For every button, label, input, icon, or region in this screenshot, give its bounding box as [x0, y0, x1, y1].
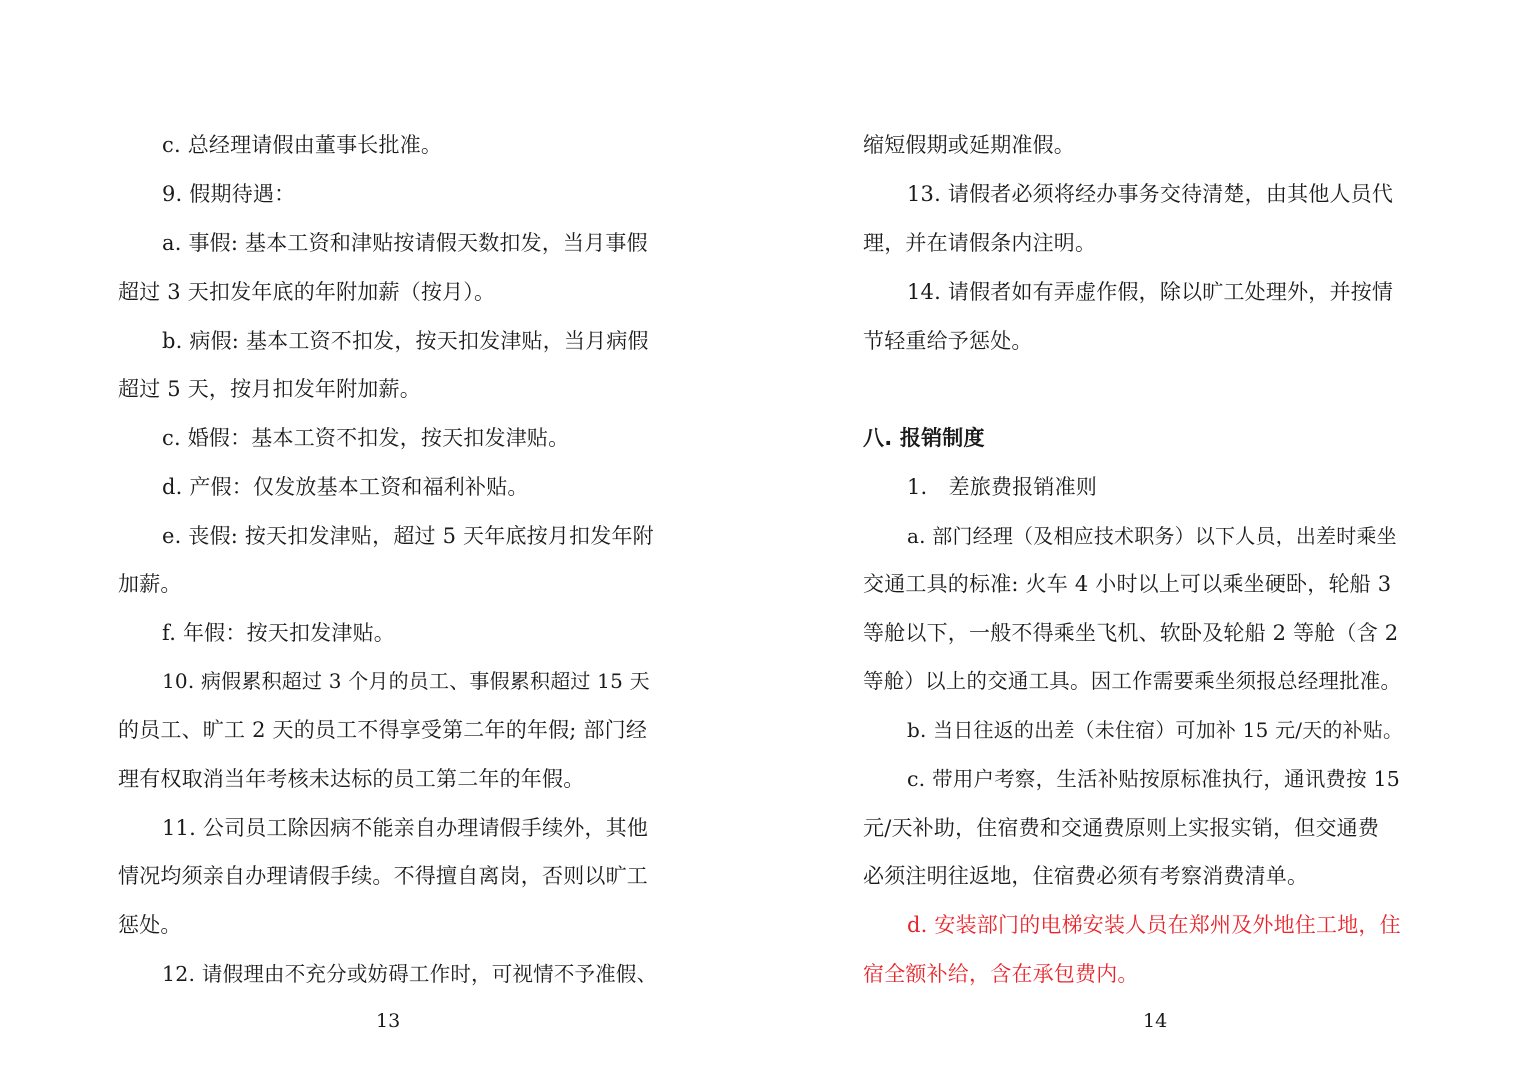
text-line: 元/天补助，住宿费和交通费原则上实报实销，但交通费 [863, 816, 1380, 840]
text-line: 14. 请假者如有弄虚作假，除以旷工处理外，并按情 [907, 280, 1394, 304]
text-line: f. 年假：按天扣发津贴。 [162, 621, 395, 645]
section-heading: 八. 报销制度 [863, 426, 985, 450]
text-line: 1. 差旅费报销准则 [907, 475, 1098, 499]
text-line: e. 丧假: 按天扣发津贴，超过 5 天年底按月扣发年附 [162, 524, 654, 548]
text-line: 节轻重给予惩处。 [863, 329, 1033, 353]
text-line: 12. 请假理由不充分或妨碍工作时，可视情不予准假、 [162, 962, 658, 986]
text-line: 9. 假期待遇： [162, 182, 296, 206]
text-line: 等舱以下，一般不得乘坐飞机、软卧及轮船 2 等舱（含 2 [863, 621, 1399, 645]
text-line: 13. 请假者必须将经办事务交待清楚，由其他人员代 [907, 182, 1394, 206]
text-line: b. 病假: 基本工资不扣发，按天扣发津贴，当月病假 [162, 329, 649, 353]
text-line: 必须注明往返地，住宿费必须有考察消费清单。 [863, 864, 1309, 888]
highlighted-text-line: d. 安装部门的电梯安装人员在郑州及外地住工地，住 [907, 913, 1401, 937]
text-line: 11. 公司员工除因病不能亲自办理请假手续外，其他 [162, 816, 649, 840]
text-line: 惩处。 [118, 913, 182, 937]
text-line: 交通工具的标准: 火车 4 小时以上可以乘坐硬卧，轮船 3 [863, 572, 1392, 596]
text-line: 超过 5 天，按月扣发年附加薪。 [118, 377, 421, 401]
text-line: 理有权取消当年考核未达标的员工第二年的年假。 [118, 767, 585, 791]
text-line: c. 总经理请假由董事长批准。 [162, 133, 443, 157]
text-line: c. 婚假：基本工资不扣发，按天扣发津贴。 [162, 426, 570, 450]
text-line: 超过 3 天扣发年底的年附加薪（按月）。 [118, 280, 496, 304]
text-line: 情况均须亲自办理请假手续。不得擅自离岗，否则以旷工 [118, 864, 648, 888]
page-number: 13 [376, 1010, 401, 1032]
text-line: c. 带用户考察，生活补贴按原标准执行，通讯费按 15 [907, 767, 1401, 791]
page-number: 14 [1143, 1010, 1168, 1032]
right-page [759, 0, 1518, 1075]
text-line: b. 当日往返的出差（未住宿）可加补 15 元/天的补贴。 [907, 718, 1404, 742]
text-line: 等舱）以上的交通工具。因工作需要乘坐须报总经理批准。 [863, 669, 1402, 693]
text-line: 缩短假期或延期准假。 [863, 133, 1075, 157]
text-line: 10. 病假累积超过 3 个月的员工、事假累积超过 15 天 [162, 669, 650, 693]
text-line: a. 部门经理（及相应技术职务）以下人员，出差时乘坐 [907, 524, 1397, 548]
text-line: 的员工、旷工 2 天的员工不得享受第二年的年假; 部门经 [118, 718, 648, 742]
text-line: 理，并在请假条内注明。 [863, 231, 1097, 255]
text-line: 加薪。 [118, 572, 182, 596]
highlighted-text-line: 宿全额补给，含在承包费内。 [863, 962, 1139, 986]
text-line: a. 事假: 基本工资和津贴按请假天数扣发，当月事假 [162, 231, 648, 255]
text-line: d. 产假：仅发放基本工资和福利补贴。 [162, 475, 529, 499]
